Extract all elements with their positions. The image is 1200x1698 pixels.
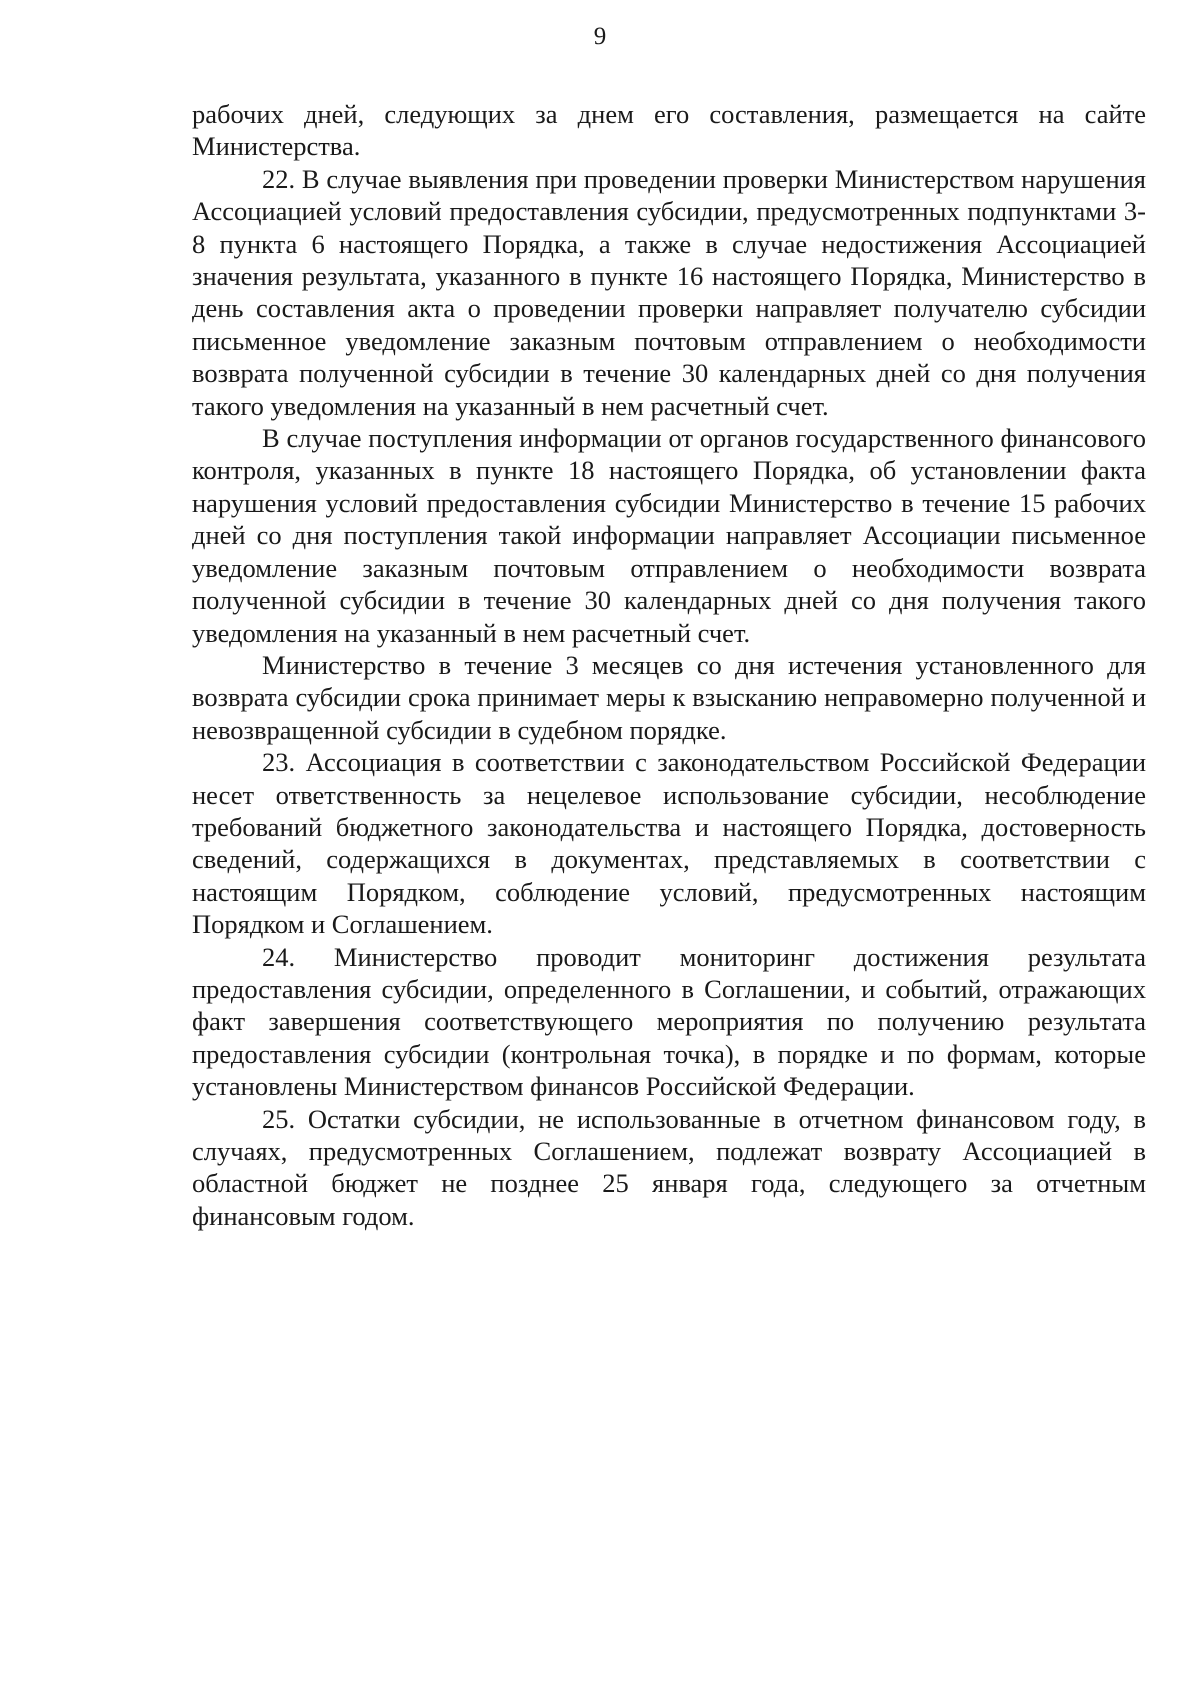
paragraph-continuation: рабочих дней, следующих за днем его составления, размещается на сайте Министерства. xyxy=(192,99,1146,162)
paragraph-financial-control: В случае поступления информации от органов государственного финансового контроля, указанных в пункте 18 настоящего Порядка, об установлении факта нарушения условий предоставления субсидии Министерство в течение 15 рабочих дней со дня поступления такой информации направляет Ассоциации письменное уведомление заказным почтовым отправлением о необходимости возврата полученной субсидии в течение 30 календарных дней со дня получения такого уведомления на указанный в нем расчетный счет. xyxy=(192,423,1146,648)
paragraph-item-24: 24. Министерство проводит мониторинг достижения результата предоставления субсидии, определенного в Соглашении, и событий, отражающих факт завершения соответствующего мероприятия по получению результата предоставления субсидии (контрольная точка), в порядке и по формам, которые установлены Министерством финансов Российской Федерации. xyxy=(192,941,1146,1102)
paragraph-item-22: 22. В случае выявления при проведении проверки Министерством нарушения Ассоциацией условий предоставления субсидии, предусмотренных подпунктами 3-8 пункта 6 настоящего Порядка, а также в случае недостижения Ассоциацией значения результата, указанного в пункте 16 настоящего Порядка, Министерство в день составления акта о проведении проверки направляет получателю субсидии письменное уведомление заказным почтовым отправлением о необходимости возврата полученной субсидии в течение 30 календарных дней со дня получения такого уведомления на указанный в нем расчетный счет. xyxy=(192,163,1146,421)
paragraph-item-23: 23. Ассоциация в соответствии с законодательством Российской Федерации несет ответственность за нецелевое использование субсидии, несоблюдение требований бюджетного законодательства и настоящего Порядка, достоверность сведений, содержащихся в документах, представляемых в соответствии с настоящим Порядком, соблюдение условий, предусмотренных настоящим Порядком и Соглашением. xyxy=(192,747,1146,940)
paragraph-recovery: Министерство в течение 3 месяцев со дня истечения установленного для возврата субсидии срока принимает меры к взысканию неправомерно полученной и невозвращенной субсидии в судебном порядке. xyxy=(192,649,1146,745)
page-number: 9 xyxy=(593,23,607,50)
document-body xyxy=(192,98,1146,1232)
paragraph-item-25: 25. Остатки субсидии, не использованные в отчетном финансовом году, в случаях, предусмотренных Соглашением, подлежат возврату Ассоциацией в областной бюджет не позднее 25 января года, следующего за отчетным финансовым годом. xyxy=(192,1103,1146,1231)
